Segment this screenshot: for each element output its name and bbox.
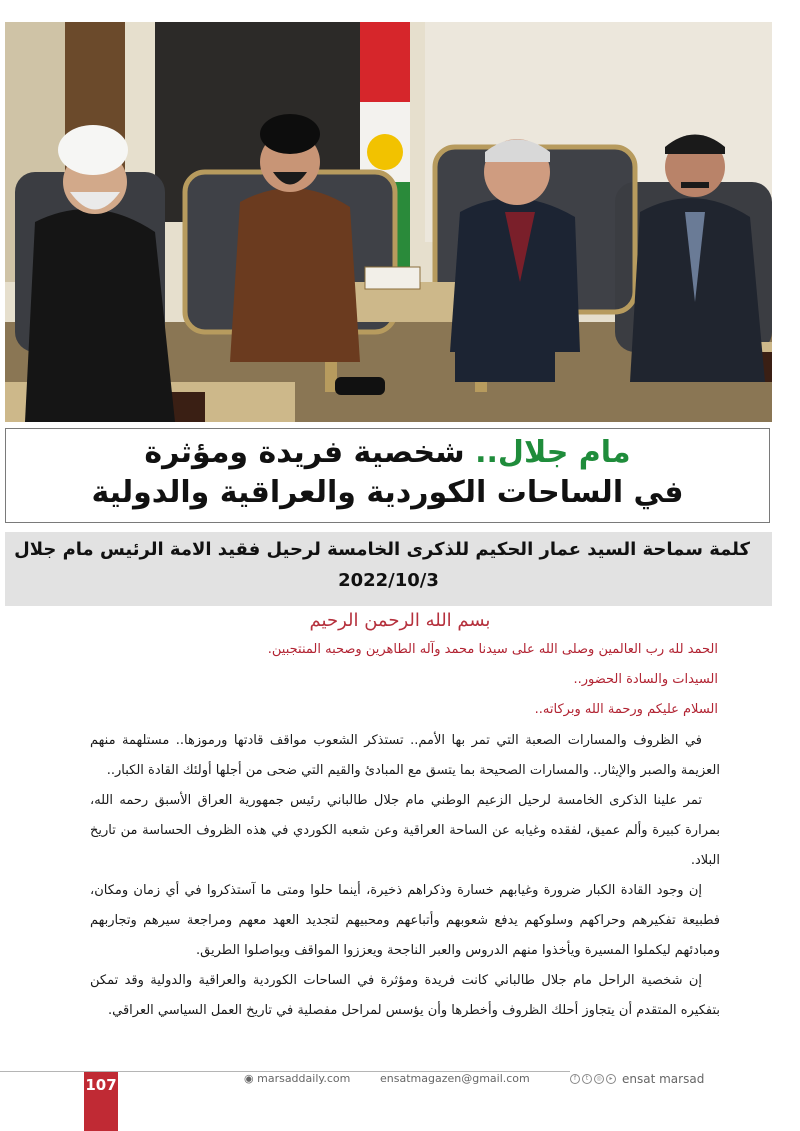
meeting-photo-illustration <box>5 22 772 422</box>
headline-box <box>5 428 770 523</box>
twitter-icon[interactable]: t <box>582 1074 592 1084</box>
headline-line-2: في الساحات الكوردية والعراقية والدولية <box>91 475 684 510</box>
headline-line-1 <box>6 435 769 471</box>
website-link[interactable] <box>244 1072 350 1085</box>
subtitle-band <box>5 532 772 606</box>
basmala: بسم الله الرحمن الرحيم <box>309 610 491 631</box>
greeting-line: الحمد لله رب العالمين وصلى الله على سيدنا محمد وآله الطاهرين وصحبه المنتجبين. <box>267 642 718 657</box>
website-text: marsaddaily.com <box>257 1072 351 1085</box>
paragraph: في الظروف والمسارات الصعبة التي تمر بها الأمم.. تستذكر الشعوب مواقف قادتها ورموزها.. مستلهمة منهم العزيمة والصبر والإيثار.. والمسارات الصحيحة بما يتسق مع المبادئ والقيم التي ضحى من أجلها أولئك القادة الكبار.. <box>90 733 720 778</box>
speech-date: 2022/10/3 <box>338 570 439 591</box>
brand-name: ensat marsad <box>622 1072 705 1086</box>
email-link[interactable]: ensatmagazen@gmail.com <box>380 1072 530 1085</box>
headline-title: شخصية فريدة ومؤثرة <box>144 435 465 470</box>
facebook-icon[interactable]: f <box>570 1074 580 1084</box>
meeting-photo <box>5 22 772 422</box>
speech-subtitle: كلمة سماحة السيد عمار الحكيم للذكرى الخامسة لرحيل فقيد الامة الرئيس مام جلال <box>14 539 750 560</box>
paragraph: تمر علينا الذكرى الخامسة لرحيل الزعيم الوطني مام جلال طالباني رئيس جمهورية العراق الأسبق رحمه الله، بمرارة كبيرة وألم عميق، لفقده وغيابه عن الساحة العراقية وعن شعبه الكوردي في هذه الظروف الحساسة من تاريخ البلاد. <box>90 793 720 868</box>
headline-name: مام جلال.. <box>475 435 631 470</box>
paragraph: إن شخصية الراحل مام جلال طالباني كانت فريدة ومؤثرة في الساحات الكوردية والعراقية والدولية وقد تمكن بتفكيره المتقدم أن يتجاوز أحلك الظروف وأخطرها وأن يؤسس لمراحل مفصلية في تاريخ العمل السياسي العراقي. <box>90 973 720 1018</box>
paragraph: إن وجود القادة الكبار ضرورة وغيابهم خسارة وذكراهم ذخيرة، أينما حلوا ومتى ما آستذكروا في أي زمان ومكان، فطبيعة تفكيرهم وحراكهم وسلوكهم يدفع شعوبهم وأتباعهم ومحبيهم لتجديد العهد معهم ومراجعة سيرهم وتجاربهم ومبادئهم ليكملوا المسيرة ويأخذوا منهم الدروس والعبر الناجحة ويعززوا المواقف ويواصلوا الطريق. <box>90 883 720 958</box>
instagram-icon[interactable]: ◎ <box>594 1074 604 1084</box>
page-number: 107 <box>85 1076 117 1094</box>
greeting-line: السيدات والسادة الحضور.. <box>573 672 718 687</box>
social-icons <box>570 1074 616 1084</box>
article-body <box>90 726 720 1026</box>
globe-icon: ◉ <box>244 1072 254 1085</box>
youtube-icon[interactable]: ▸ <box>606 1074 616 1084</box>
greeting-line: السلام عليكم ورحمة الله وبركاته.. <box>534 702 718 717</box>
